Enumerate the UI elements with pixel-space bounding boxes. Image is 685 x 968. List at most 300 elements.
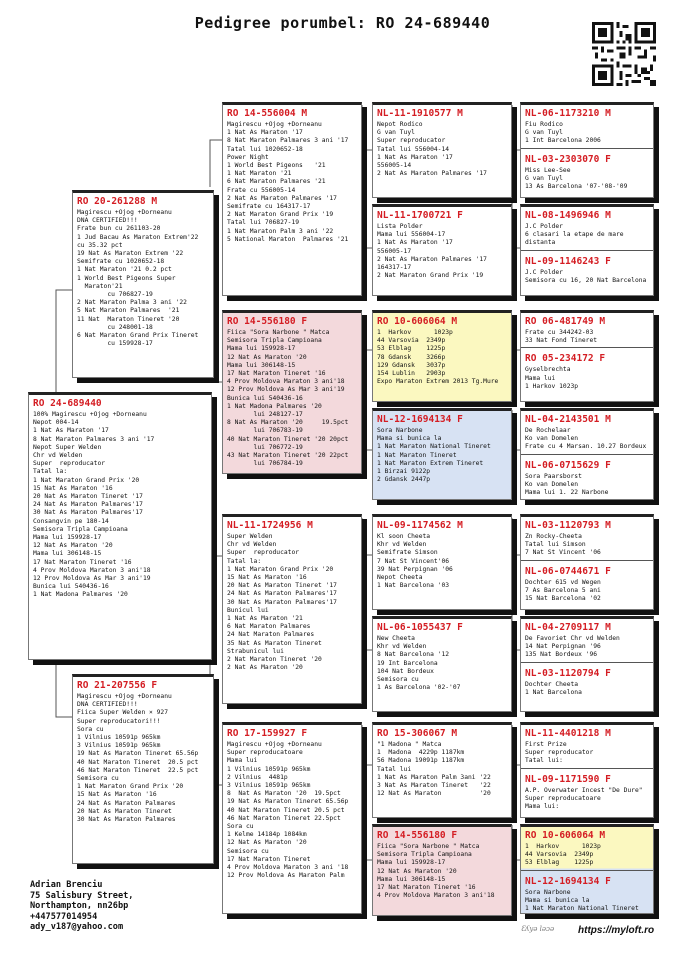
detail-line: Chr vd Welden: [33, 452, 83, 460]
detail-line: 1 Nat Maraton Extrem Tineret: [377, 459, 484, 467]
detail-line: G van Tuyl: [525, 174, 563, 182]
detail-line: 11 Nat Maraton Tineret '20: [77, 315, 180, 323]
detail-line: 7 Nat St Vincent '06: [525, 549, 601, 557]
detail-line: 1 Madona 4229p 1187km: [377, 749, 465, 757]
detail-line: Super reproducatoare: [525, 794, 601, 802]
detail-line: 20 Nat As Maraton Tineret '17: [33, 493, 143, 501]
detail-line: 1 Nat Maraton Grand Prix '20: [33, 476, 140, 484]
detail-line: Semifrate cu 164317-17: [227, 203, 311, 211]
detail-line: 33 Nat Fond Tineret: [525, 337, 598, 345]
card-details: [223, 121, 361, 244]
detail-line: 40 Nat Maraton Tineret '20 20pct: [227, 435, 349, 443]
detail-line: Mama lui 556004-17: [377, 231, 446, 239]
detail-line: 12 Nat As Maraton '20: [33, 542, 113, 550]
pigeon-pair-card-8[interactable]: [520, 824, 654, 914]
detail-line: Nepot Super Welden: [33, 443, 102, 451]
detail-line: Tatal la:: [33, 468, 68, 476]
ring-number: NL-09-1146243 F: [525, 255, 611, 267]
pigeon-card-dam-sire[interactable]: [222, 514, 362, 704]
detail-line: New Cheeta: [377, 635, 415, 642]
detail-line: 100% Magirescu +Ojog +Dorneanu: [33, 411, 147, 418]
card-details: [373, 741, 511, 798]
detail-line: 556005-17: [377, 247, 412, 255]
detail-line: Khr vd Welden: [377, 541, 427, 549]
detail-line: 4 Prov Moldova Maraton 3 ani '18: [227, 864, 349, 872]
detail-line: Mama lui 159928-17: [377, 859, 446, 867]
detail-line: Super reproducatoare: [227, 749, 303, 757]
detail-line: Super reproducatori!!!: [77, 717, 161, 725]
page-title: Pedigree porumbel: RO 24-689440: [194, 14, 491, 32]
detail-line: 12 Nat As Maraton '20: [377, 867, 457, 875]
detail-line: Mama lui: [525, 374, 556, 382]
detail-line: Nepot 004-14: [33, 419, 79, 427]
pigeon-card-sire-sire[interactable]: [222, 102, 362, 296]
pigeon-card-ddd[interactable]: [372, 824, 512, 916]
detail-line: 78 Gdansk 3266p: [377, 353, 446, 361]
pigeon-pair-card-1[interactable]: [520, 102, 654, 198]
detail-line: 53 Elblag 1225p: [377, 345, 446, 353]
detail-line: Kl soon Cheeta: [377, 533, 431, 540]
ring-number: NL-06-0715629 F: [525, 459, 611, 471]
detail-line: Tatal lui 556004-14: [377, 145, 450, 153]
detail-line: Semisora Tripla Campioana: [377, 851, 472, 859]
ring-number: NL-06-0744671 F: [525, 565, 611, 577]
pigeon-pair-card-4[interactable]: [520, 408, 654, 500]
detail-line: Super reproducator: [33, 460, 106, 468]
detail-line: Strabunicul lui: [227, 647, 284, 655]
detail-line: Maraton'21: [77, 282, 123, 290]
detail-line: "1 Madona " Matca: [377, 741, 442, 748]
detail-line: lui 706783-19: [227, 427, 303, 435]
detail-line: lui 248127-17: [227, 411, 303, 419]
ring-number: NL-06-1173210 M: [525, 108, 611, 119]
detail-line: Miss Lee-See: [525, 166, 571, 174]
ring-number: RO 05-234172 F: [525, 353, 606, 365]
card-details: [373, 121, 511, 178]
owner-street: 75 Salisbury Street,: [30, 890, 134, 901]
detail-line: Magirescu +Ojog +Dorneanu: [77, 693, 172, 700]
ring-number: NL-03-1120793 M: [525, 520, 611, 531]
detail-line: Tatal lui Simson: [525, 541, 586, 549]
card-details: [223, 329, 361, 468]
detail-line: 7 As Barcelona 5 ani: [525, 586, 601, 594]
pigeon-card-dds[interactable]: [372, 722, 512, 818]
ring-number: NL-06-1055437 F: [377, 622, 463, 633]
detail-line: Mama lui:: [525, 803, 560, 811]
qr-code: [592, 22, 656, 86]
detail-line: 24 Nat As Maraton Palmares'17: [33, 501, 143, 509]
detail-line: 19 Nat As Maraton Tineret 65.56p: [77, 750, 199, 758]
detail-line: 1 Nat Maraton '21: [227, 170, 292, 178]
detail-line: 164317-17: [377, 264, 412, 272]
detail-line: 30 Nat As Maraton Palmares'17: [33, 509, 143, 517]
detail-line: 1 Vilnius 10591p 965km: [227, 765, 311, 773]
detail-line: 19 Nat As Maraton Extrem '22: [77, 250, 184, 258]
detail-line: Magirescu +Ojog +Dorneanu: [227, 121, 322, 128]
detail-line: 8 Nat As Maraton '20 19.5pct: [227, 790, 341, 798]
detail-line: 1 Nat As Maraton Palm 3ani '22: [377, 773, 491, 781]
detail-line: 2 Nat Maraton Palma 3 ani '22: [77, 299, 187, 307]
pigeon-card-root[interactable]: [28, 392, 212, 660]
detail-line: Tatal lui 1020652-18: [227, 145, 303, 153]
divider: [521, 454, 653, 455]
detail-line: 1 Nat As Maraton '17: [227, 129, 303, 137]
pigeon-card-dss[interactable]: [372, 514, 512, 610]
detail-line: Mama lui 159928-17: [227, 345, 296, 353]
detail-line: First Prize: [525, 741, 567, 748]
ring-number: NL-08-1496946 M: [525, 210, 611, 221]
card-details: [373, 533, 511, 590]
pigeon-card-dam-dam[interactable]: [222, 722, 362, 914]
detail-line: 4 Prov Moldova Maraton 3 ani'18: [227, 378, 345, 386]
detail-line: Khr vd Welden: [377, 643, 427, 651]
ring-number: RO 10-606064 M: [377, 316, 458, 327]
ring-number: RO 06-481749 M: [525, 316, 606, 327]
detail-line: 556005-14: [377, 162, 412, 170]
detail-line: 6 Nat Maraton Palmares: [227, 623, 311, 631]
owner-name: Adrian Brenciu: [30, 880, 103, 890]
detail-line: Mama si bunica la: [377, 435, 442, 443]
detail-line: 1 As Barcelona '02-'07: [377, 684, 461, 692]
website-link[interactable]: https://myloft.ro: [578, 925, 655, 936]
detail-line: Power Night: [227, 153, 269, 161]
detail-line: 2 Nat As Maraton Palmares '17: [377, 170, 487, 178]
owner-email[interactable]: ady_v187@yahoo.com: [30, 922, 124, 933]
ring-number: NL-11-1910577 M: [377, 108, 463, 119]
detail-line: Bunica lui 540436-16: [33, 583, 109, 591]
detail-line: 1 Nat As Maraton '21: [227, 615, 303, 623]
pigeon-card-sdd[interactable]: [372, 408, 512, 500]
detail-line: Gyselbrechta: [525, 366, 571, 374]
detail-line: J.C Polder: [525, 223, 563, 230]
detail-line: 20 Nat As Maraton Tineret '17: [227, 582, 337, 590]
ring-number: NL-11-4401218 M: [525, 728, 611, 739]
detail-line: Super reproducator: [227, 549, 300, 557]
detail-line: Frate cu 344242-03: [525, 329, 594, 336]
detail-line: Lista Polder: [377, 223, 423, 230]
detail-line: Fiica "Sora Narbone " Matca: [227, 329, 330, 336]
detail-line: Zn Rocky-Cheeta: [525, 533, 582, 540]
detail-line: 1 World Best Pigeons Super: [77, 274, 176, 282]
divider: [521, 148, 653, 149]
detail-line: Sora Paarsborst: [525, 472, 582, 480]
detail-line: 1 Nat Barcelona '03: [377, 582, 450, 590]
detail-line: 5 Nat Maraton Palmares '21: [77, 307, 180, 315]
ring-number: NL-11-1724956 M: [227, 520, 313, 531]
detail-line: 17 Nat Maraton Tineret '16: [227, 370, 326, 378]
ring-number: NL-03-2303070 F: [525, 153, 611, 165]
detail-line: 44 Varsovia 2349p: [525, 851, 594, 859]
detail-line: 1 Nat As Maraton '17: [33, 427, 109, 435]
detail-line: 2 Nat Maraton Grand Prix '19: [377, 272, 484, 280]
detail-line: cu 159928-17: [77, 340, 153, 348]
detail-line: 19 Nat As Maraton Tineret 65.56p: [227, 798, 349, 806]
detail-line: 3 Vilnius 10591p 965km: [227, 782, 311, 790]
detail-line: Sora cu: [77, 725, 104, 733]
detail-line: Semisora cu: [77, 775, 119, 783]
detail-line: Magirescu +Ojog +Dorneanu: [77, 209, 172, 216]
detail-line: Semifrate cu 1020652-18: [77, 258, 165, 266]
ring-number: NL-09-1174562 M: [377, 520, 463, 531]
detail-line: Mama lui: [227, 757, 258, 765]
detail-line: Dochter Cheeta: [525, 680, 579, 688]
detail-line: 154 Lublin 2903p: [377, 370, 446, 378]
detail-line: 15 Nat As Maraton '16: [77, 791, 157, 799]
detail-line: 40 Nat Maraton Tineret 20.5 pct: [77, 758, 199, 766]
detail-line: Tatal lui 706827-19: [227, 219, 300, 227]
pigeon-card-sds[interactable]: [372, 310, 512, 402]
detail-line: 1 Int Barcelona 2006: [525, 137, 601, 145]
pigeon-card-ssd[interactable]: [372, 204, 512, 296]
ring-number: NL-04-2143501 M: [525, 414, 611, 425]
detail-line: 17 Nat Maraton Tineret '16: [33, 558, 132, 566]
pigeon-card-sire-dam[interactable]: [222, 310, 362, 474]
card-details: [373, 843, 511, 900]
detail-line: 17 Nat Maraton Tineret '16: [377, 884, 476, 892]
detail-line: 35 Nat As Maraton Tineret: [227, 639, 322, 647]
pigeon-pair-card-2[interactable]: [520, 204, 654, 296]
ring-number: NL-04-2709117 M: [525, 622, 611, 633]
detail-line: 17 Nat Maraton Tineret: [227, 855, 311, 863]
owner-contact: [30, 880, 133, 933]
card-details: [223, 741, 361, 880]
detail-line: 2 Nat As Maraton Palmares '17: [227, 194, 337, 202]
detail-line: Sora Narbone: [377, 427, 423, 434]
detail-line: 1 Nat Maraton Grand Prix '20: [227, 565, 334, 573]
detail-line: 8 Nat As Maraton '20 19.5pct: [227, 419, 349, 427]
card-details: [223, 533, 361, 672]
detail-line: 12 Prov Moldova As Mar 3 ani'19: [33, 575, 151, 583]
detail-line: Fiica "Sora Narbone " Matca: [377, 843, 480, 850]
detail-line: 56 Madona 19091p 1187km: [377, 757, 465, 765]
detail-line: 2 Nat Maraton Tineret '20: [227, 656, 322, 664]
detail-line: lui 706784-19: [227, 460, 303, 468]
ring-number: NL-09-1171590 F: [525, 773, 611, 785]
detail-line: 8 Nat Maraton Palmares 3 ani '17: [33, 435, 155, 443]
ring-number: RO 10-606064 M: [525, 830, 606, 841]
detail-line: 40 Nat Maraton Tineret 20.5 pct: [227, 806, 345, 814]
detail-line: Frate bun cu 261103-20: [77, 225, 161, 233]
detail-line: G van Tuyl: [525, 129, 563, 137]
detail-line: 4 Prov Moldova Maraton 3 ani'18: [33, 566, 151, 574]
detail-line: Semisora Tripla Campioana: [33, 525, 128, 533]
detail-line: 1 Nat Maraton Palm 3 ani '22: [227, 227, 334, 235]
detail-line: 15 Nat As Maraton '16: [33, 484, 113, 492]
detail-line: 30 Nat As Maraton Palmares: [77, 816, 176, 824]
pigeon-pair-card-6[interactable]: [520, 616, 654, 712]
detail-line: DNA CERTIFIED!!!: [77, 701, 138, 709]
detail-line: cu 248001-18: [77, 323, 153, 331]
detail-line: Nepot Rodico: [377, 121, 423, 128]
detail-line: 12 Prov Moldova As Maraton Palm: [227, 872, 345, 880]
detail-line: 1 Harkov 1023p: [377, 329, 453, 336]
divider: [521, 347, 653, 348]
pigeon-pair-card-7[interactable]: [520, 722, 654, 818]
detail-line: Expo Maraton Extrem 2013 Tg.Mure: [377, 378, 499, 386]
detail-line: 1 World Best Pigeons '21: [227, 162, 326, 170]
detail-line: Semisora cu: [377, 676, 419, 684]
detail-line: 4 Prov Moldova Maraton 3 ani'18: [377, 892, 495, 900]
detail-line: 20 Nat As Maraton Tineret: [77, 807, 172, 815]
detail-line: Dochter 615 vd Wegen: [525, 578, 601, 586]
detail-line: 1 Nat As Maraton '17: [377, 239, 453, 247]
pigeon-card-sire[interactable]: [72, 190, 214, 378]
pigeon-card-dam[interactable]: [72, 674, 214, 864]
detail-line: 43 Nat Maraton Tineret '20 22pct: [227, 452, 349, 460]
card-details: [373, 223, 511, 280]
detail-line: 2 Nat As Maraton '20: [227, 664, 303, 672]
ring-number: NL-12-1694134 F: [525, 875, 611, 887]
detail-line: 19 Int Barcelona: [377, 659, 438, 667]
detail-line: Semisora cu: [227, 847, 269, 855]
detail-line: J.C Polder: [525, 268, 563, 276]
detail-line: 3 Nat As Maraton Tineret '22: [377, 782, 491, 790]
detail-line: 5 National Maraton Palmares '21: [227, 235, 349, 243]
detail-line: 1 Nat Barcelona: [525, 688, 582, 696]
detail-line: Tatal la:: [227, 557, 262, 565]
ring-number: RO 24-689440: [33, 398, 102, 409]
ring-number: RO 21-207556 F: [77, 680, 158, 691]
detail-line: distanta: [525, 239, 556, 247]
detail-line: 6 Nat Maraton Palmares '21: [227, 178, 326, 186]
detail-line: 1 Nat Maraton Grand Prix '20: [77, 783, 184, 791]
detail-line: 1 Vilnius 10591p 965km: [77, 734, 161, 742]
detail-line: Super reproducator: [377, 137, 446, 145]
detail-line: 14 Nat Perpignan '96: [525, 643, 601, 651]
divider: [521, 768, 653, 769]
detail-line: 1 Nat As Maraton '17: [377, 153, 453, 161]
detail-line: 1 Nat Maraton National Tineret: [377, 443, 491, 451]
detail-line: 24 Nat As Maraton Palmares: [77, 799, 176, 807]
card-details: [373, 329, 511, 386]
ring-number: RO 14-556180 F: [227, 316, 308, 327]
detail-line: Super reproducator: [525, 749, 594, 757]
detail-line: Mama lui 306148-15: [377, 875, 446, 883]
detail-line: 12 Nat As Maraton '20: [377, 790, 491, 798]
card-details: [373, 427, 511, 484]
detail-line: Fiu Rodico: [525, 121, 563, 128]
detail-line: 2 Nat Maraton Grand Prix '19: [227, 211, 334, 219]
ring-number: RO 17-159927 F: [227, 728, 308, 739]
card-details: [73, 693, 213, 824]
detail-line: 30 Nat As Maraton Palmares'17: [227, 598, 337, 606]
detail-line: Mama lui 306148-15: [33, 550, 102, 558]
detail-line: 2 Vilnius 4481p: [227, 773, 288, 781]
detail-line: Fiica Super Welden × 927: [77, 709, 168, 717]
detail-line: Mama lui 1. 22 Narbone: [525, 489, 609, 497]
detail-line: Semisora Tripla Campioana: [227, 337, 322, 345]
detail-line: cu 35.32 pct: [77, 241, 123, 249]
card-details: [73, 209, 213, 348]
ring-number: NL-11-1700721 F: [377, 210, 463, 221]
ring-number: RO 14-556004 M: [227, 108, 308, 119]
card-details: [373, 635, 511, 692]
detail-line: 24 Nat As Maraton Palmares'17: [227, 590, 337, 598]
detail-line: Chr vd Welden: [227, 541, 277, 549]
pigeon-card-dsd[interactable]: [372, 616, 512, 712]
detail-line: Bunica lui 540436-16: [227, 394, 303, 402]
detail-line: Mama lui 306148-15: [227, 361, 296, 369]
pigeon-pair-card-3[interactable]: [520, 310, 654, 402]
detail-line: 1 Nat Maraton '21 0.2 pct: [77, 266, 172, 274]
detail-line: 13 As Barcelona '07-'08-'09: [525, 183, 628, 191]
detail-line: 53 Elblag 1225p: [525, 859, 594, 867]
detail-line: 15 Nat Barcelona '02: [525, 595, 601, 603]
detail-line: 12 Nat As Maraton '20: [227, 839, 307, 847]
detail-line: 1 Nat Maraton Tineret: [377, 451, 457, 459]
ring-number: NL-12-1694134 F: [377, 414, 463, 425]
detail-line: De Rochelaar: [525, 427, 571, 434]
detail-line: Magirescu +Ojog +Dorneanu: [227, 741, 322, 748]
detail-line: lui 706772-19: [227, 443, 303, 451]
detail-line: 12 Prov Moldova As Mar 3 ani'19: [227, 386, 345, 394]
detail-line: 1 Kelme 14184p 1084km: [227, 831, 307, 839]
pigeon-card-sss[interactable]: [372, 102, 512, 198]
detail-line: Mama si bunica la: [525, 896, 590, 904]
detail-line: 2 Gdansk 2447p: [377, 476, 431, 484]
detail-line: 8 Nat Barcelona '12: [377, 651, 450, 659]
detail-line: Semifrate Simson: [377, 549, 438, 557]
detail-line: Frate cu 556005-14: [227, 186, 296, 194]
divider: [521, 250, 653, 251]
detail-line: Mama lui 159928-17: [33, 534, 102, 542]
detail-line: 39 Nat Perpignan '06: [377, 565, 453, 573]
signature: Ɛʎyǝ lǝɔǝ: [521, 925, 555, 933]
detail-line: De Favoriet Chr vd Welden: [525, 635, 620, 642]
owner-city: Northampton, nn26bp: [30, 901, 129, 912]
detail-line: 1 Jud Bacau As Maraton Extrem'22: [77, 233, 199, 241]
detail-line: 1 Nat Madona Palmares '20: [33, 591, 128, 599]
detail-line: 15 Nat As Maraton '16: [227, 574, 307, 582]
ring-number: RO 20-261288 M: [77, 196, 158, 207]
detail-line: Consangvin pe 180-14: [33, 517, 109, 525]
detail-line: 129 Gdansk 3037p: [377, 361, 446, 369]
detail-line: Tatal lui: [377, 765, 412, 773]
ring-number: RO 14-556180 F: [377, 830, 458, 841]
detail-line: 135 Nat Bordeux '96: [525, 651, 598, 659]
detail-line: 12 Nat As Maraton '20: [227, 353, 307, 361]
detail-line: 3 Vilnius 10591p 965km: [77, 742, 161, 750]
detail-line: 1 Birzai 9122p: [377, 468, 431, 476]
owner-phone: +447577014954: [30, 911, 98, 922]
detail-line: Sora Narbone: [525, 888, 571, 896]
ring-number: RO 15-306067 M: [377, 728, 458, 739]
detail-line: 6 clasari la etape de mare: [525, 231, 624, 239]
detail-line: 24 Nat Maraton Palmares: [227, 631, 315, 639]
detail-line: 1 Nat Madona Palmares '20: [227, 402, 322, 410]
pigeon-pair-card-5[interactable]: [520, 514, 654, 610]
card-details: [29, 411, 211, 600]
detail-line: Semisora cu 16, 20 Nat Barcelona: [525, 276, 647, 284]
detail-line: Nepot Cheeta: [377, 574, 423, 582]
detail-line: 46 Nat Maraton Tineret 22.5pct: [227, 814, 341, 822]
detail-line: A.P. Overwater Incest "De Dure": [525, 786, 643, 794]
detail-line: 46 Nat Maraton Tineret 22.5 pct: [77, 766, 199, 774]
detail-line: 6 Nat Maraton Grand Prix Tineret: [77, 332, 199, 340]
ring-number: NL-03-1120794 F: [525, 667, 611, 679]
detail-line: 104 Nat Bordeux: [377, 667, 434, 675]
divider: [521, 662, 653, 663]
detail-line: Bunicul lui: [227, 606, 269, 614]
divider: [521, 870, 653, 871]
detail-line: Ko van Domelen: [525, 480, 579, 488]
detail-line: 2 Nat As Maraton Palmares '17: [377, 255, 487, 263]
detail-line: 1 Harkov 1023p: [525, 382, 579, 390]
detail-line: 7 Nat St Vincent'06: [377, 557, 450, 565]
detail-line: Tatal lui:: [525, 757, 563, 765]
detail-line: DNA CERTIFIED!!!: [77, 217, 138, 225]
detail-line: G van Tuyl: [377, 129, 415, 137]
